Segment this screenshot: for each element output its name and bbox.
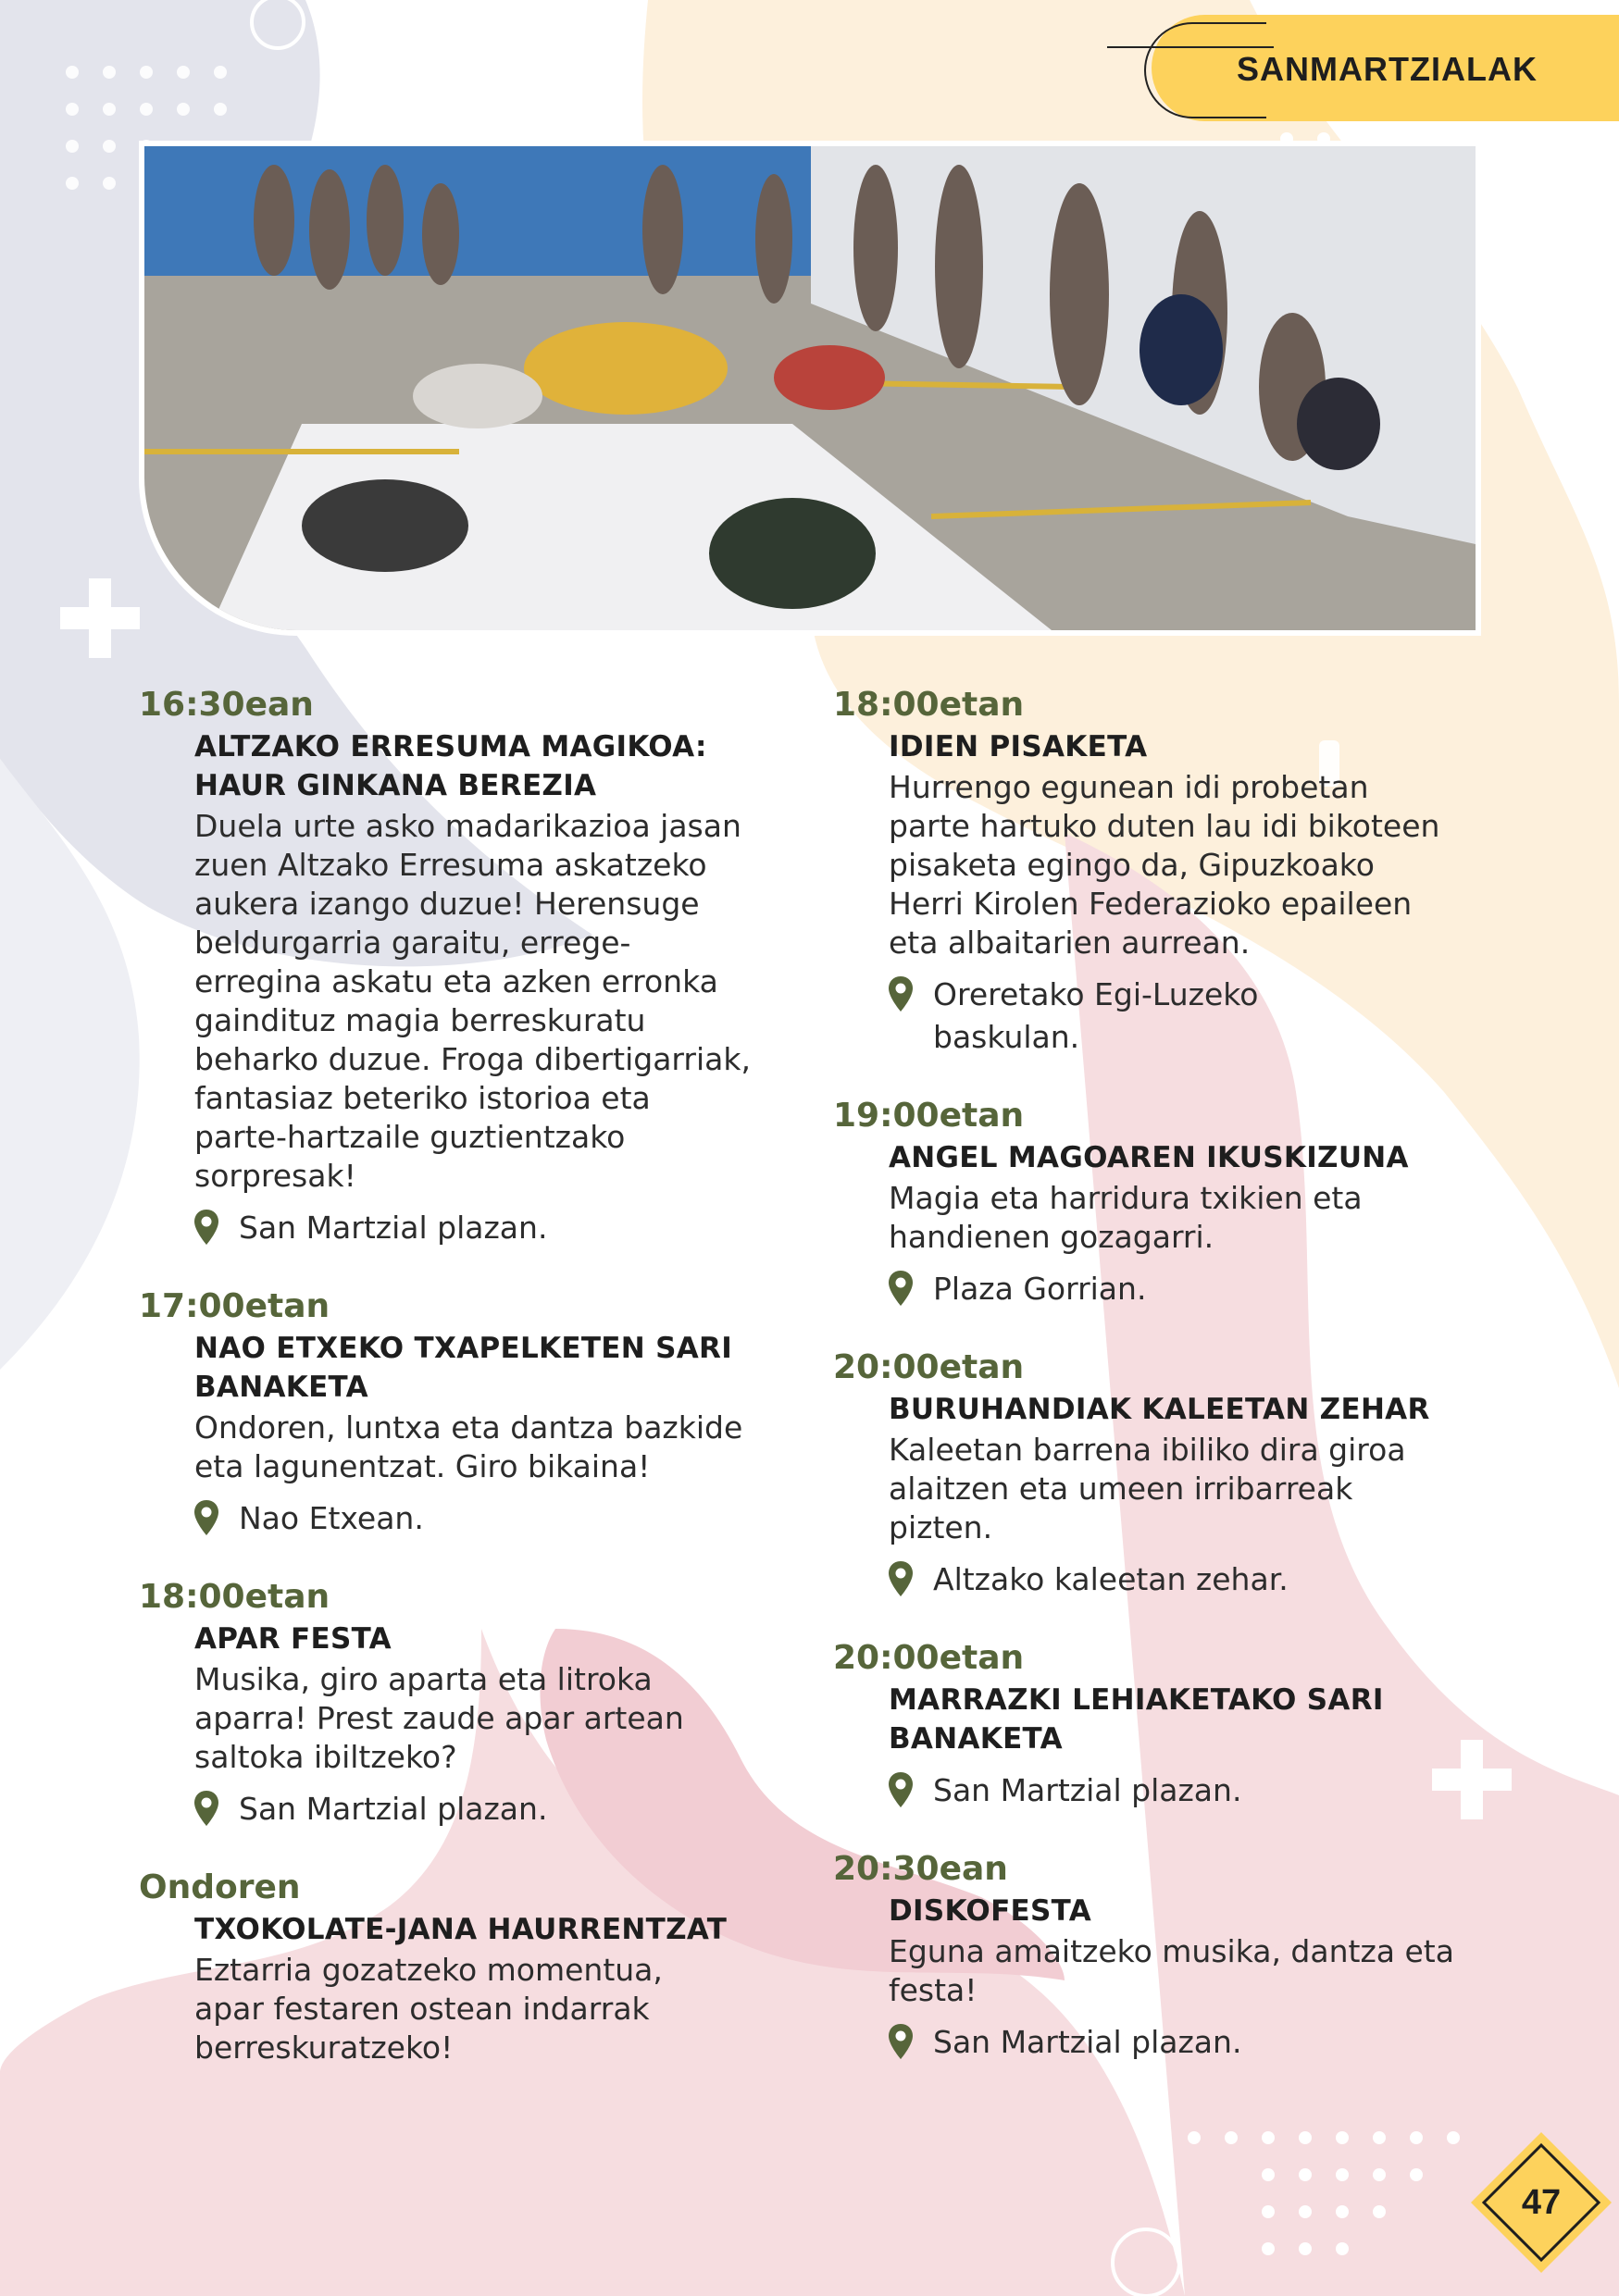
event-item [833,1847,1500,2064]
event-item [833,683,1500,1059]
events-right-column [833,683,1500,2099]
event-time: 17:00etan [139,1287,330,1325]
event-description: Duela urte asko madarikazioa jasan zuen Altzako Erresuma askatzeko aukera izango duzue! Herensuge beldurgarria garaitu, errege- erregina askatu eta azken erronka gaindituz magia berreskuratu beharko duzue. Froga dibertigarriak, fantasiaz beteriko istorioa eta parte-hartzaile guztientzako sorpresak! [194,808,751,1194]
location-text: Nao Etxean. [239,1500,424,1536]
event-location [139,1207,805,1249]
section-label: SANMARTZIALAK [1237,50,1538,88]
children-drawing-photo [144,146,1476,630]
location-text: Plaza Gorrian. [933,1271,1147,1307]
section-header-tab [1144,15,1619,121]
event-description: Eztarria gozatzeko momentua, apar festaren ostean indarrak berreskuratzeko! [194,1952,663,2066]
event-time: 16:30ean [139,686,314,724]
event-description: Hurrengo egunean idi probetan parte hartuko duten lau idi bikoteen pisaketa egingo da, Gipuzkoako Herri Kirolen Federazioko epaileen eta albaitarien aurrean. [889,769,1440,961]
event-description: Eguna amaitzeko musika, dantza eta festa! [889,1933,1454,2008]
event-description: Ondoren, luntxa eta dantza bazkide eta lagunentzat. Giro bikaina! [194,1409,743,1484]
event-item [139,1575,805,1831]
page-number-badge [1467,2128,1615,2277]
event-item [139,1285,805,1540]
photo-frame [139,141,1481,636]
event-location [833,974,1500,1059]
location-pin-icon [193,1209,220,1246]
event-title: BURUHANDIAK KALEETAN ZEHAR [889,1393,1430,1426]
event-time: 19:00etan [833,1097,1025,1135]
event-time: 18:00etan [833,686,1025,724]
event-title: TXOKOLATE-JANA HAURRENTZAT [194,1913,728,1946]
event-time: 18:00etan [139,1578,330,1616]
events-left-column [139,683,805,2103]
location-pin-icon [193,1499,220,1536]
location-text: San Martzial plazan. [933,1772,1242,1808]
event-time: 20:30ean [833,1850,1008,1888]
location-text: San Martzial plazan. [239,1791,548,1827]
event-item [139,683,805,1249]
event-item [833,1636,1500,1812]
location-text: San Martzial plazan. [239,1210,548,1246]
event-time: 20:00etan [833,1348,1025,1386]
page-number: 47 [1521,2183,1562,2222]
event-title: ALTZAKO ERRESUMA MAGIKOA: HAUR GINKANA BEREZIA [194,730,707,802]
event-title: NAO ETXEKO TXAPELKETEN SARI BANAKETA [194,1332,733,1404]
location-text: Altzako kaleetan zehar. [933,1561,1289,1597]
event-title: MARRAZKI LEHIAKETAKO SARI BANAKETA [889,1683,1384,1756]
event-location [833,1268,1500,1310]
event-location [139,1497,805,1540]
location-pin-icon [887,975,915,1012]
event-description: Magia eta harridura txikien eta handienen gozagarri. [889,1180,1363,1255]
event-title: APAR FESTA [194,1622,392,1656]
location-text: San Martzial plazan. [933,2024,1242,2060]
event-description: Musika, giro aparta eta litroka aparra! Prest zaude apar artean saltoka ibiltzeko? [194,1661,684,1775]
event-time: 20:00etan [833,1639,1025,1677]
event-description: Kaleetan barrena ibiliko dira giroa alaitzen eta umeen irribarreak pizten. [889,1432,1406,1545]
event-title: DISKOFESTA [889,1894,1091,1928]
event-location [833,1558,1500,1601]
location-pin-icon [887,1270,915,1307]
event-title: IDIEN PISAKETA [889,730,1148,763]
location-pin-icon [193,1790,220,1827]
event-item [139,1866,805,2067]
event-time: Ondoren [139,1868,301,1906]
location-pin-icon [887,2023,915,2060]
event-location [139,1788,805,1831]
location-pin-icon [887,1560,915,1597]
event-item [833,1094,1500,1310]
event-location [833,1769,1500,1812]
event-location [833,2021,1500,2064]
event-title: ANGEL MAGOAREN IKUSKIZUNA [889,1141,1409,1174]
location-pin-icon [887,1771,915,1808]
event-item [833,1346,1500,1601]
location-text: Oreretako Egi-Luzeko baskulan. [933,976,1259,1055]
